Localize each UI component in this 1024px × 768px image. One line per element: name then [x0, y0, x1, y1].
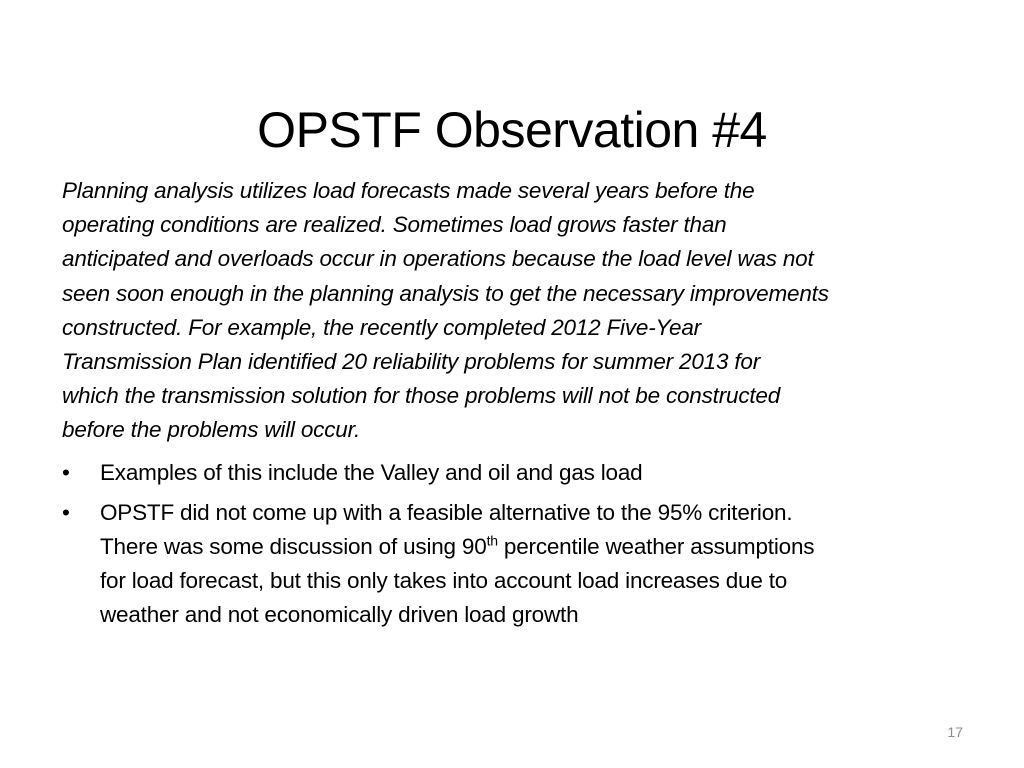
bullet-dot-icon: • [62, 460, 70, 485]
intro-line: constructed. For example, the recently completed 2012 Five-Year [62, 314, 701, 340]
bullet-text-segment: There was some discussion of using 90 [100, 534, 487, 559]
intro-line: seen soon enough in the planning analysis to get the necessary improvements [62, 280, 829, 306]
bullet-text-line [100, 530, 962, 564]
slide-title: OPSTF Observation #4 [257, 101, 767, 158]
intro-line: anticipated and overloads occur in operations because the load level was not [62, 246, 814, 272]
bullet-item-opstf-alternative [62, 496, 962, 632]
intro-line: Planning analysis utilizes load forecasts made several years before the [62, 178, 755, 203]
intro-line: operating conditions are realized. Sometimes load grows faster than [62, 212, 727, 238]
intro-paragraph [62, 174, 962, 448]
bullet-text-line: for load forecast, but this only takes into account load increases due to [100, 568, 788, 593]
intro-line: Transmission Plan identified 20 reliability problems for summer 2013 for [62, 349, 760, 375]
intro-line: before the problems will occur. [62, 417, 361, 443]
bullet-text-line: OPSTF did not come up with a feasible alternative to the 95% criterion. [100, 500, 793, 525]
intro-line: which the transmission solution for those problems will not be constructed [62, 383, 781, 409]
bullet-text-segment: percentile weather assumptions [497, 534, 815, 559]
page-number: 17 [947, 724, 963, 740]
bullet-text-line: weather and not economically driven load growth [100, 602, 579, 627]
bullet-text: Examples of this include the Valley and oil and gas load [100, 460, 643, 485]
superscript-th: th [486, 532, 498, 549]
bullet-list [62, 456, 962, 638]
bullet-dot-icon: • [62, 500, 70, 525]
bullet-item-valley-load [62, 456, 962, 490]
